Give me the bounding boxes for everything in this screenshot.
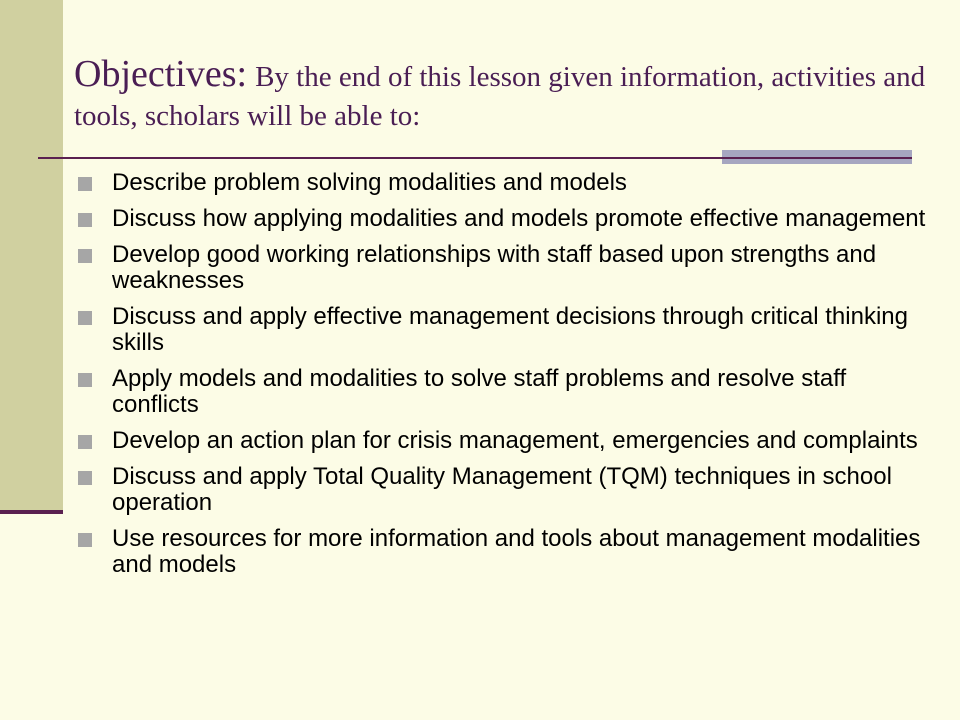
objective-text: Develop good working relationships with staff based upon strengths and weaknesses	[112, 241, 877, 294]
list-item	[76, 366, 936, 418]
side-decoration-band	[0, 0, 63, 512]
list-item	[76, 526, 936, 578]
objective-text: Discuss and apply Total Quality Management (TQM) techniques in school operation	[112, 463, 892, 516]
square-bullet-icon	[78, 435, 92, 449]
objective-text: Discuss how applying modalities and models promote effective management	[112, 205, 926, 232]
square-bullet-icon	[78, 373, 92, 387]
square-bullet-icon	[78, 311, 92, 325]
list-item	[76, 428, 936, 454]
objective-text: Use resources for more information and tools about management modalities and models	[112, 525, 921, 578]
list-item	[76, 242, 936, 294]
objective-text: Apply models and modalities to solve staff problems and resolve staff conflicts	[112, 365, 847, 418]
slide-title-lead: Objectives:	[74, 53, 248, 95]
list-item	[76, 206, 936, 232]
square-bullet-icon	[78, 213, 92, 227]
objective-text: Describe problem solving modalities and models	[112, 169, 627, 196]
square-bullet-icon	[78, 249, 92, 263]
objective-text: Develop an action plan for crisis management, emergencies and complaints	[112, 427, 918, 454]
square-bullet-icon	[78, 177, 92, 191]
list-item	[76, 464, 936, 516]
title-underline-accent	[722, 150, 912, 164]
square-bullet-icon	[78, 471, 92, 485]
slide-title	[74, 52, 954, 134]
objective-text: Discuss and apply effective management decisions through critical thinking skills	[112, 303, 908, 356]
list-item	[76, 170, 936, 196]
list-item	[76, 304, 936, 356]
objectives-list	[76, 170, 936, 588]
slide-title-rest: By the end of this lesson given information, activities and tools, scholars will be able to:	[74, 61, 926, 133]
square-bullet-icon	[78, 533, 92, 547]
side-decoration-rule	[0, 510, 63, 514]
